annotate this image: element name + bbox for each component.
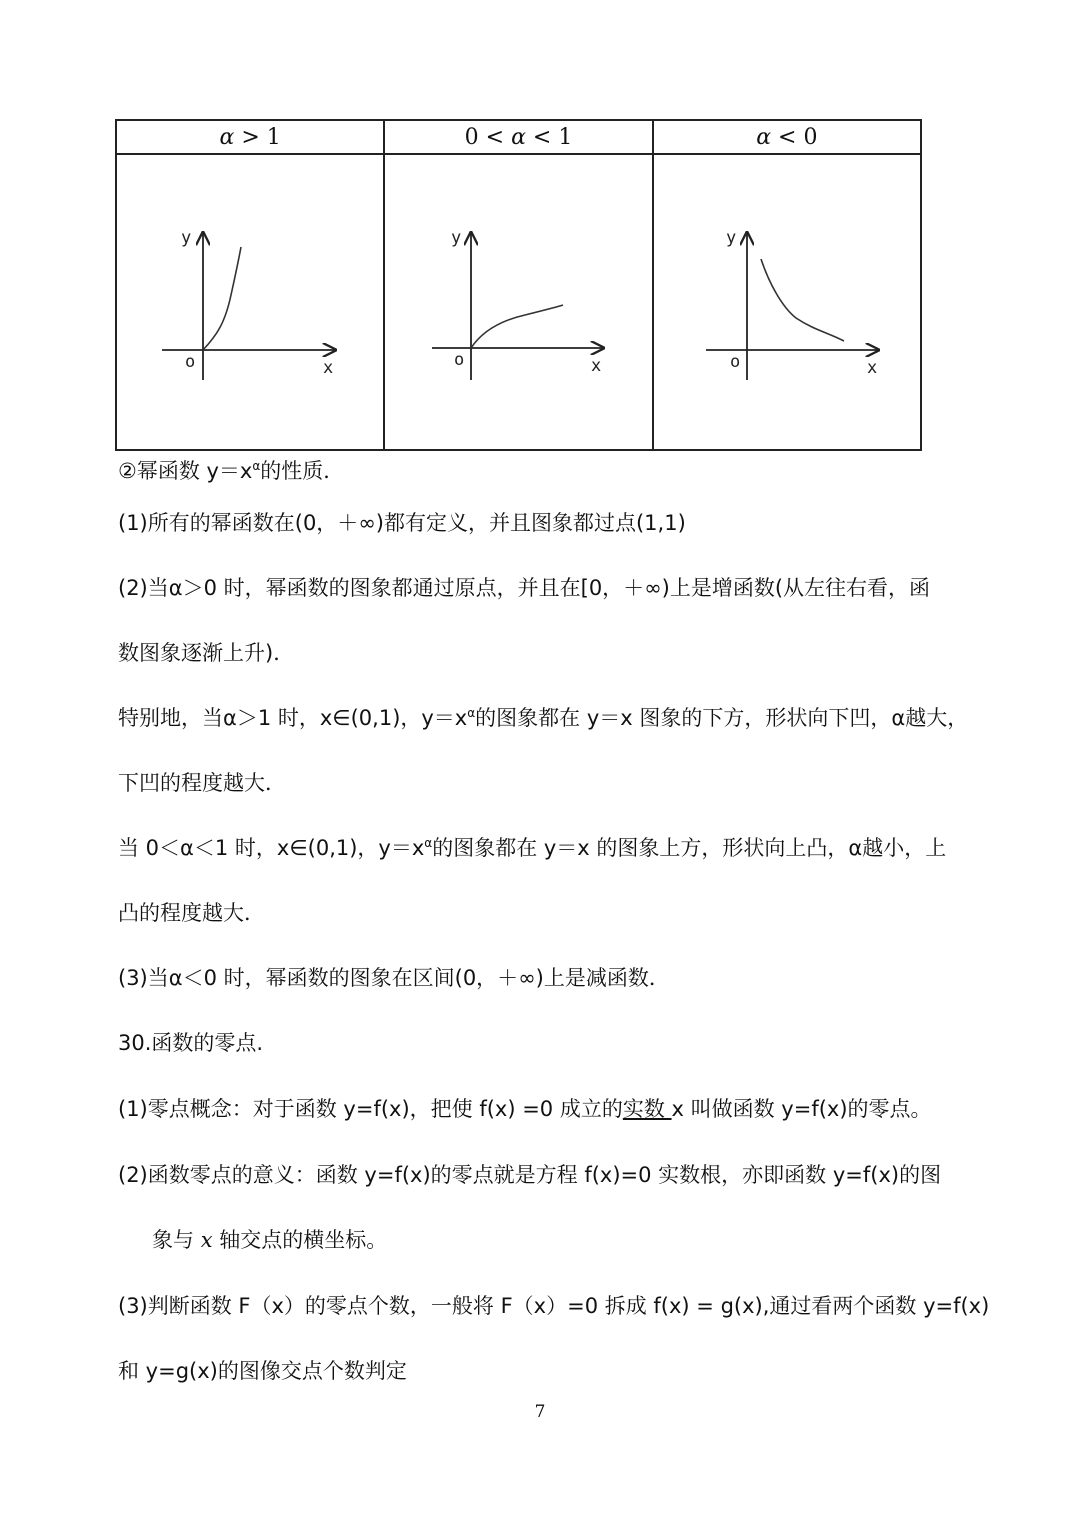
origin-label: o bbox=[729, 352, 740, 372]
text-segment: 当 0＜α＜1 时，x∈(0,1)，y＝x bbox=[118, 836, 425, 860]
curve bbox=[471, 305, 563, 348]
header-condition-text: < 0 bbox=[771, 124, 818, 150]
text-segment: 的图象都在 y＝x 的图象上方，形状向上凸，α越小，上 bbox=[432, 836, 947, 860]
zero-count-method: (3)判断函数 F（x）的零点个数，一般将 F（x）=0 拆成 f(x) = g(x),通过看两个函数 y=f(x) bbox=[118, 1294, 990, 1318]
zero-concept bbox=[118, 1094, 932, 1124]
exponent: α bbox=[424, 836, 433, 850]
origin-label: o bbox=[454, 350, 465, 370]
exponent: α bbox=[252, 459, 261, 473]
section-heading-zeros: 30.函数的零点. bbox=[118, 1031, 264, 1055]
header-alpha-symbol: α bbox=[511, 124, 526, 150]
text-segment: 特别地，当α＞1 时，x∈(0,1)，y＝x bbox=[118, 706, 468, 730]
special-case-alpha-between-0-1-continued: 凸的程度越大． bbox=[118, 901, 265, 925]
text-segment: (1)零点概念：对于函数 y=f(x)，把使 f(x) =0 成立的 bbox=[118, 1097, 623, 1121]
graph-alpha-gt-1 bbox=[117, 155, 379, 449]
y-axis-label: y bbox=[181, 228, 192, 248]
text-segment: 的图象都在 y＝x 图象的下方，形状向下凹，α越大， bbox=[475, 706, 969, 730]
x-axis-label: x bbox=[591, 356, 602, 376]
text-segment: x 叫做函数 y=f(x)的零点。 bbox=[671, 1097, 932, 1121]
x-axis-label: x bbox=[866, 358, 877, 378]
header-alpha-lt-0 bbox=[653, 120, 921, 154]
power-function-graph-table bbox=[115, 119, 922, 451]
header-condition-text: 0 < bbox=[464, 124, 512, 150]
property-1: (1)所有的幂函数在(0，＋∞)都有定义，并且图象都过点(1,1) bbox=[118, 511, 686, 535]
text-segment: 的性质． bbox=[260, 459, 345, 483]
table-graph-row bbox=[116, 154, 921, 450]
exponent: α bbox=[467, 706, 476, 720]
zero-meaning: (2)函数零点的意义：函数 y=f(x)的零点就是方程 f(x)=0 实数根，亦即函数 y=f(x)的图 bbox=[118, 1163, 942, 1187]
graph-cell-decreasing bbox=[653, 154, 921, 450]
text-segment: 象与 bbox=[152, 1228, 201, 1252]
x-axis-label: x bbox=[323, 358, 334, 378]
table-header-row bbox=[116, 120, 921, 154]
underlined-text: 实数 bbox=[622, 1097, 672, 1121]
text-segment: 轴交点的横坐标。 bbox=[212, 1228, 388, 1252]
property-2: (2)当α＞0 时，幂函数的图象都通过原点，并且在[0，＋∞)上是增函数(从左往右看，函 bbox=[118, 576, 931, 600]
text-segment: ②幂函数 y＝x bbox=[118, 459, 253, 483]
zero-count-method-continued: 和 y=g(x)的图像交点个数判定 bbox=[118, 1359, 407, 1383]
header-alpha-symbol: α bbox=[219, 124, 235, 150]
graph-alpha-between-0-1 bbox=[385, 155, 645, 449]
header-condition-text: > 1 bbox=[234, 124, 281, 150]
curve bbox=[203, 247, 241, 350]
page-number: 7 bbox=[534, 1402, 546, 1422]
y-axis-label: y bbox=[725, 228, 736, 248]
special-case-alpha-between-0-1 bbox=[118, 833, 946, 863]
graph-cell-increasing-convex bbox=[116, 154, 384, 450]
origin-label: o bbox=[185, 352, 196, 372]
special-case-alpha-gt-1-continued: 下凹的程度越大． bbox=[118, 771, 286, 795]
header-alpha-between-0-1 bbox=[384, 120, 652, 154]
zero-meaning-continued bbox=[152, 1225, 387, 1255]
header-alpha-symbol: α bbox=[756, 124, 772, 150]
header-alpha-gt-1 bbox=[116, 120, 384, 154]
graph-alpha-lt-0 bbox=[654, 155, 934, 449]
italic-variable: x bbox=[200, 1228, 213, 1252]
special-case-alpha-gt-1 bbox=[118, 703, 968, 733]
power-function-properties-heading bbox=[118, 456, 344, 486]
y-axis-label: y bbox=[451, 228, 462, 248]
graph-cell-increasing-concave bbox=[384, 154, 652, 450]
property-3: (3)当α＜0 时，幂函数的图象在区间(0，＋∞)上是减函数． bbox=[118, 966, 670, 990]
curve bbox=[761, 259, 844, 341]
header-condition-text: < 1 bbox=[525, 124, 573, 150]
property-2-continued: 数图象逐渐上升)． bbox=[118, 641, 295, 665]
